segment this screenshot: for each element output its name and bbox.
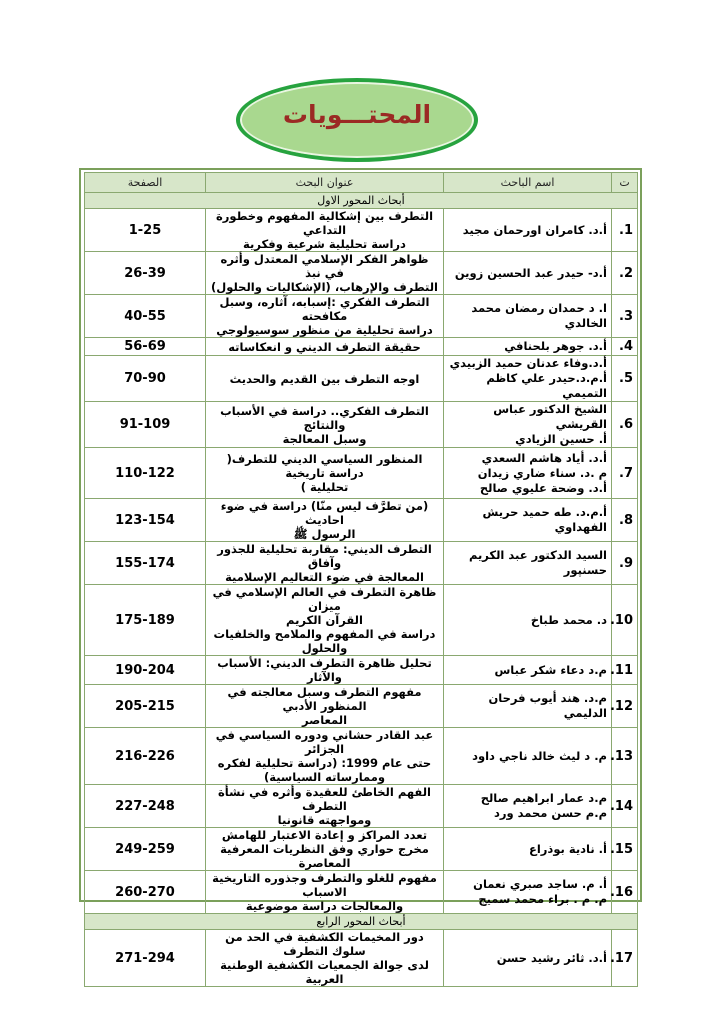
table-row bbox=[85, 499, 638, 542]
row-title bbox=[206, 499, 444, 542]
row-pages: 249-259 bbox=[85, 828, 206, 871]
header-researcher: اسم الباحث bbox=[444, 173, 612, 193]
row-title bbox=[206, 930, 444, 987]
research-title-line: ظاهرة التطرف في العالم الإسلامي في ميزان bbox=[212, 585, 437, 613]
table-row bbox=[85, 656, 638, 685]
row-pages: 110-122 bbox=[85, 448, 206, 499]
researcher-name: أ.د.وفاء عدنان حميد الزبيدي bbox=[449, 356, 607, 370]
header-page: الصفحة bbox=[85, 173, 206, 193]
table-row bbox=[85, 338, 638, 356]
research-title-line: الفهم الخاطئ للعقيدة وأثره في نشأة التطرف bbox=[218, 785, 431, 813]
row-pages: 216-226 bbox=[85, 728, 206, 785]
row-number: 16. bbox=[612, 871, 638, 914]
row-number: 2. bbox=[612, 252, 638, 295]
row-title bbox=[206, 542, 444, 585]
row-number: 7. bbox=[612, 448, 638, 499]
row-researcher bbox=[444, 448, 612, 499]
researcher-name: أ.د. ثائر رشيد حسن bbox=[496, 950, 607, 965]
research-title-line: المنظور السياسي الديني للتطرف( دراسة تاريخية bbox=[226, 452, 423, 480]
section-heading: أبحاث المحور الاول bbox=[85, 193, 638, 209]
row-researcher bbox=[444, 728, 612, 785]
row-researcher bbox=[444, 356, 612, 402]
researcher-name: أ.د- حيدر عبد الحسين زوين bbox=[454, 265, 607, 280]
researcher-name: أ.د. وضحة عليوي صالح bbox=[479, 480, 607, 495]
research-title-line: ظواهر الفكر الإسلامي المعتدل وأثره في نبذ bbox=[220, 252, 429, 280]
researcher-name: السيد الدكتور عبد الكريم bbox=[468, 548, 607, 562]
researcher-name: م. د ليث خالد ناجي داود bbox=[472, 748, 607, 763]
row-pages: 40-55 bbox=[85, 295, 206, 338]
row-number: 12. bbox=[612, 685, 638, 728]
section-heading: أبحاث المحور الرابع bbox=[85, 914, 638, 930]
row-researcher bbox=[444, 785, 612, 828]
researcher-name: م.د. هند أيوب فرحان الدليمي bbox=[488, 691, 607, 720]
row-pages: 175-189 bbox=[85, 585, 206, 656]
row-title bbox=[206, 448, 444, 499]
row-researcher bbox=[444, 542, 612, 585]
table-row bbox=[85, 448, 638, 499]
table-row bbox=[85, 871, 638, 914]
research-title-line: التطرف الفكري :إسبابه، آثاره، وسبل مكافحته bbox=[219, 295, 430, 323]
row-researcher bbox=[444, 585, 612, 656]
row-pages: 190-204 bbox=[85, 656, 206, 685]
row-pages: 227-248 bbox=[85, 785, 206, 828]
researcher-name: م.د دعاء شكر عباس bbox=[494, 662, 607, 677]
research-title-line: دراسة تحليلية من منظور سوسيولوجي bbox=[216, 323, 433, 337]
table-row bbox=[85, 402, 638, 448]
research-title-line: دراسة في المفهوم والملامح والخلفيات والحلول bbox=[213, 627, 436, 655]
researcher-name: أ.د. كامران اورحمان مجيد bbox=[462, 222, 607, 237]
table-row bbox=[85, 252, 638, 295]
row-pages: 271-294 bbox=[85, 930, 206, 987]
row-researcher bbox=[444, 930, 612, 987]
research-title-line: (من تطرَّف ليس منّا) دراسة في ضوء احاديث bbox=[220, 499, 429, 527]
row-number: 14. bbox=[612, 785, 638, 828]
row-number: 15. bbox=[612, 828, 638, 871]
row-pages: 91-109 bbox=[85, 402, 206, 448]
table-row bbox=[85, 295, 638, 338]
row-researcher bbox=[444, 685, 612, 728]
row-number: 11. bbox=[612, 656, 638, 685]
researcher-name: الفهداوي bbox=[554, 520, 607, 534]
table-row bbox=[85, 785, 638, 828]
researcher-name: م. م . براء محمد سميج bbox=[478, 892, 607, 906]
row-pages: 1-25 bbox=[85, 209, 206, 252]
row-title bbox=[206, 402, 444, 448]
research-title-line: والمعالجات دراسة موضوعية bbox=[245, 899, 404, 913]
research-title-line: التطرف والإرهاب، (الإشكاليات والحلول) bbox=[211, 280, 438, 294]
row-researcher bbox=[444, 295, 612, 338]
researcher-name: ا. د حمدان رمضان محمد الخالدي bbox=[471, 301, 607, 330]
research-title-line: ومواجهته قانونيا bbox=[277, 813, 372, 827]
table-row bbox=[85, 685, 638, 728]
row-pages: 123-154 bbox=[85, 499, 206, 542]
row-title bbox=[206, 685, 444, 728]
row-number: 4. bbox=[612, 338, 638, 356]
row-title bbox=[206, 209, 444, 252]
row-title bbox=[206, 871, 444, 914]
research-title-line: حقيقة التطرف الديني و انعكاساته bbox=[228, 339, 421, 354]
research-title-line: تعدد المراكز و إعادة الاعتبار للهامش bbox=[221, 828, 428, 842]
research-title-line: اوجه التطرف بين القديم والحديث bbox=[229, 371, 420, 386]
row-number: 17. bbox=[612, 930, 638, 987]
row-researcher bbox=[444, 402, 612, 448]
research-title-line: مفهوم التطرف وسبل معالجته في المنظور الأدبي bbox=[227, 685, 422, 713]
row-title bbox=[206, 785, 444, 828]
header-title: عنوان البحث bbox=[206, 173, 444, 193]
research-title-line: القرآن الكريم bbox=[286, 613, 363, 627]
research-title-line: تحليل ظاهرة التطرف الديني: الأسباب والآثار bbox=[217, 656, 432, 684]
row-pages: 205-215 bbox=[85, 685, 206, 728]
researcher-name: د. محمد طباخ bbox=[530, 612, 607, 627]
researcher-name: الشيخ الدكتور عباس القريشي bbox=[493, 402, 607, 431]
row-number: 5. bbox=[612, 356, 638, 402]
contents-table bbox=[84, 172, 638, 987]
row-number: 3. bbox=[612, 295, 638, 338]
research-title-line: مفهوم للغلو والتطرف وجذوره التاريخية الاسباب bbox=[212, 871, 437, 899]
research-title-line: التطرف الفكري.. دراسة في الأسباب والنتائج bbox=[220, 403, 429, 432]
research-title-line: دراسة تحليلية شرعية وفكرية bbox=[243, 237, 406, 251]
row-number: 6. bbox=[612, 402, 638, 448]
research-title-line: التطرف الديني: مقاربة تحليلية للجذور وآفاق bbox=[217, 542, 432, 570]
table-row bbox=[85, 930, 638, 987]
research-title-line: دور المخيمات الكشفية في الحد من سلوك التطرف bbox=[225, 930, 424, 958]
researcher-name: أ. حسين الزيادي bbox=[515, 432, 607, 446]
table-row bbox=[85, 828, 638, 871]
researcher-name: م.م حسن محمد ورد bbox=[493, 806, 607, 820]
row-researcher bbox=[444, 252, 612, 295]
research-title-line: المعالجة في ضوء التعاليم الإسلامية bbox=[225, 570, 424, 584]
research-title-line: تحليلية ) bbox=[300, 480, 349, 494]
row-title bbox=[206, 295, 444, 338]
researcher-name: أ.د. أياد هاشم السعدي bbox=[481, 450, 607, 465]
row-number: 10. bbox=[612, 585, 638, 656]
row-title bbox=[206, 728, 444, 785]
research-title-line: المعاصر bbox=[301, 713, 348, 727]
table-row bbox=[85, 542, 638, 585]
contents-body bbox=[85, 193, 638, 987]
row-researcher bbox=[444, 499, 612, 542]
row-number: 9. bbox=[612, 542, 638, 585]
row-pages: 260-270 bbox=[85, 871, 206, 914]
researcher-name: م .د. سناء ضاري زيدان bbox=[477, 465, 607, 480]
header-row bbox=[85, 173, 638, 193]
row-number: 8. bbox=[612, 499, 638, 542]
table-row bbox=[85, 585, 638, 656]
researcher-name: م.د عمار ابراهيم صالح bbox=[480, 791, 607, 805]
research-title-line: التطرف بين إشكالية المفهوم وخطورة التداعي bbox=[215, 209, 434, 237]
row-researcher bbox=[444, 338, 612, 356]
row-number: 1. bbox=[612, 209, 638, 252]
row-title bbox=[206, 252, 444, 295]
researcher-name: أ.د. جوهر بلحنافي bbox=[504, 339, 607, 353]
row-title bbox=[206, 656, 444, 685]
row-researcher bbox=[444, 656, 612, 685]
research-title-line: الرسول ﷺ bbox=[293, 527, 356, 541]
researcher-name: أ.م.د. طه حميد حريش bbox=[482, 505, 607, 519]
header-no: ت bbox=[612, 173, 638, 193]
table-row bbox=[85, 209, 638, 252]
row-title bbox=[206, 356, 444, 402]
row-pages: 70-90 bbox=[85, 356, 206, 402]
research-title-line: عبد القادر حشاني ودوره السياسي في الجزائر bbox=[215, 728, 434, 756]
research-title-line: وممارساته السياسية) bbox=[263, 770, 386, 784]
research-title-line: حتى عام 1999: (دراسة تحليلية لفكره bbox=[217, 756, 432, 770]
researcher-name: أ. نادية بوذراع bbox=[529, 841, 607, 856]
section-row bbox=[85, 914, 638, 930]
research-title-line: لدى جوالة الجمعيات الكشفية الوطنية العربية bbox=[220, 958, 429, 986]
row-title bbox=[206, 338, 444, 356]
page-title: المحتـــويات bbox=[282, 100, 432, 129]
row-researcher bbox=[444, 828, 612, 871]
table-row bbox=[85, 356, 638, 402]
row-pages: 155-174 bbox=[85, 542, 206, 585]
researcher-name: حسنپور bbox=[563, 563, 607, 577]
researcher-name: أ.م.د.حيدر علي كاظم التميمي bbox=[486, 371, 607, 400]
row-title bbox=[206, 828, 444, 871]
table-row bbox=[85, 728, 638, 785]
row-researcher bbox=[444, 871, 612, 914]
section-row bbox=[85, 193, 638, 209]
contents-title-oval bbox=[236, 78, 478, 162]
row-pages: 56-69 bbox=[85, 338, 206, 356]
row-pages: 26-39 bbox=[85, 252, 206, 295]
research-title-line: مخرج حواري وفق النظريات المعرفية المعاصرة bbox=[220, 842, 429, 870]
row-researcher bbox=[444, 209, 612, 252]
research-title-line: وسبل المعالجة bbox=[282, 431, 367, 446]
row-number: 13. bbox=[612, 728, 638, 785]
researcher-name: أ. م. ساجد صبري نعمان bbox=[473, 877, 607, 891]
row-title bbox=[206, 585, 444, 656]
